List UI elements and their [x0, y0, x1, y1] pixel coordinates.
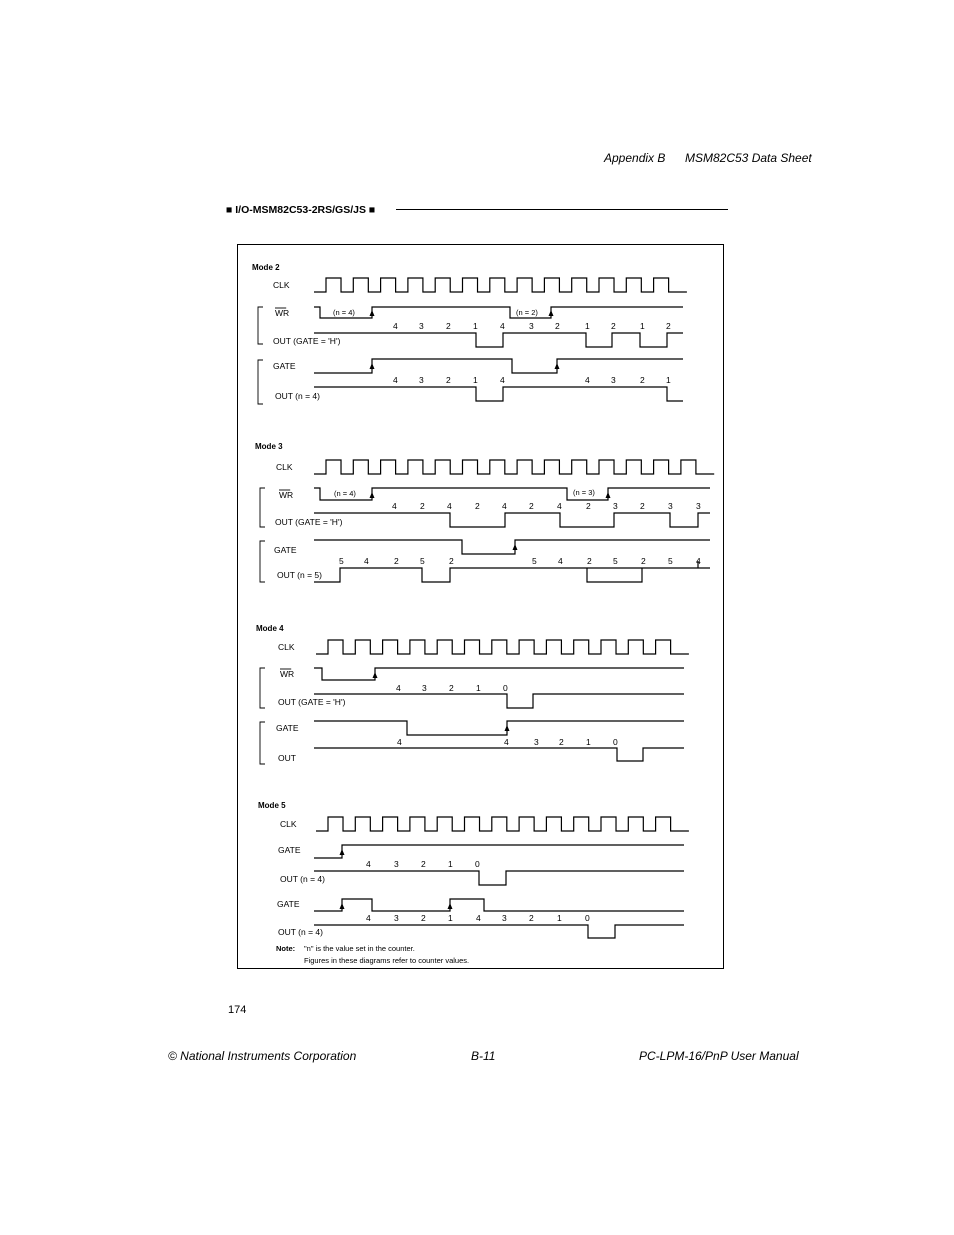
mode-3-count-a: 2	[586, 501, 591, 511]
mode-3-count-b: 5	[532, 556, 537, 566]
mode-3-out-wave	[314, 513, 710, 527]
note-line-1: "n" is the value set in the counter.	[304, 944, 415, 953]
mode-5-count-a: 4	[366, 859, 371, 869]
mode-3-count-b: 5	[339, 556, 344, 566]
mode-4-out-label: OUT (GATE = 'H')	[278, 697, 346, 707]
mode-3-gate-label: GATE	[274, 545, 297, 555]
mode-2-count-b: 4	[500, 375, 505, 385]
mode-2-count-b: 4	[393, 375, 398, 385]
mode-3-count-a: 4	[392, 501, 397, 511]
mode-4-count-a: 0	[503, 683, 508, 693]
mode-4-title: Mode 4	[256, 624, 284, 633]
mode-4-out2-label: OUT	[278, 753, 296, 763]
mode-2-count-b: 3	[419, 375, 424, 385]
mode-4-count-b: 3	[534, 737, 539, 747]
mode-2-wr-arrow-1	[370, 310, 375, 316]
mode-3-count-b: 5	[613, 556, 618, 566]
mode-3-count-a: 2	[640, 501, 645, 511]
mode-2-count-a: 2	[555, 321, 560, 331]
mode-3-wr-wave	[314, 488, 710, 500]
mode-3-out2-label: OUT (n = 5)	[277, 570, 322, 580]
mode-2-count-a: 2	[611, 321, 616, 331]
mode-2-out2-wave	[314, 387, 683, 401]
mode-3-out2-wave	[314, 568, 710, 582]
mode-4-gate-wave	[314, 721, 684, 735]
mode-3-annot-1: (n = 4)	[334, 489, 356, 498]
mode-5-clk-wave	[316, 817, 689, 831]
mode-5-gate2-wave	[314, 899, 684, 911]
mode-3-count-b: 2	[587, 556, 592, 566]
mode-3-count-a: 3	[696, 501, 701, 511]
mode-2-out-label: OUT (GATE = 'H')	[273, 336, 341, 346]
footer-right: PC-LPM-16/PnP User Manual	[639, 1049, 799, 1063]
mode-2-count-b: 2	[640, 375, 645, 385]
mode-2-count-a: 2	[446, 321, 451, 331]
mode-4-wr-wave	[314, 668, 684, 680]
mode-3-wr-arrow-1	[370, 492, 375, 498]
mode-3-count-a: 2	[420, 501, 425, 511]
mode-4-out2-wave	[314, 748, 684, 761]
mode-3-clk-wave	[314, 460, 714, 474]
mode-4-clk-label: CLK	[278, 642, 295, 652]
mode-2-out-wave	[314, 333, 683, 347]
mode-3-count-a: 4	[557, 501, 562, 511]
mode-5-count-b: 4	[476, 913, 481, 923]
mode-2-count-a: 4	[393, 321, 398, 331]
mode-2-count-a: 1	[473, 321, 478, 331]
mode-2-count-b: 2	[446, 375, 451, 385]
page-number: 174	[228, 1004, 247, 1016]
mode-5-gate2-label: GATE	[277, 899, 300, 909]
mode-3-bracket-a	[260, 488, 265, 527]
mode-2-out2-label: OUT (n = 4)	[275, 391, 320, 401]
header-title: MSM82C53 Data Sheet	[685, 151, 812, 165]
mode-3-count-a: 2	[529, 501, 534, 511]
mode-5-count-b: 0	[585, 913, 590, 923]
mode-3-count-a: 2	[475, 501, 480, 511]
mode-2-gate-arrow-2	[555, 363, 560, 369]
mode-3-wr-arrow-2	[606, 492, 611, 498]
mode-5-gate-wave	[314, 845, 684, 858]
mode-4-count-a: 1	[476, 683, 481, 693]
mode-5-count-a: 1	[448, 859, 453, 869]
note-label: Note:	[276, 944, 296, 953]
mode-3-count-b: 4	[696, 556, 701, 566]
mode-3-count-b: 5	[668, 556, 673, 566]
mode-5-count-b: 2	[529, 913, 534, 923]
mode-2-annot-1: (n = 4)	[333, 308, 355, 317]
mode-4-wr-label: WR	[280, 669, 295, 679]
mode-2-count-b: 1	[473, 375, 478, 385]
mode-5-count-b: 1	[448, 913, 453, 923]
mode-4-count-b: 2	[559, 737, 564, 747]
mode-5-count-b: 3	[394, 913, 399, 923]
mode-5-out2-label: OUT (n = 4)	[278, 927, 323, 937]
mode-2-count-a: 1	[585, 321, 590, 331]
mode-5-count-a: 3	[394, 859, 399, 869]
mode-3-count-a: 3	[668, 501, 673, 511]
mode-3-count-b: 2	[394, 556, 399, 566]
mode-5-gate2-arrow-2	[448, 903, 453, 909]
mode-4-gate-label: GATE	[276, 723, 299, 733]
mode-5-title: Mode 5	[258, 801, 286, 810]
mode-3-count-b: 2	[449, 556, 454, 566]
mode-2-wr-arrow-2	[549, 310, 554, 316]
mode-5-gate2-arrow-1	[340, 903, 345, 909]
mode-5-count-b: 2	[421, 913, 426, 923]
note-line-2: Figures in these diagrams refer to counter values.	[304, 956, 470, 965]
mode-2-annot-2: (n = 2)	[516, 308, 538, 317]
mode-2-wr-label: WR	[275, 308, 290, 318]
mode-3-count-b: 5	[420, 556, 425, 566]
mode-5-count-a: 2	[421, 859, 426, 869]
mode-4-clk-wave	[316, 640, 689, 654]
mode-5-gate-label: GATE	[278, 845, 301, 855]
mode-2-count-a: 1	[640, 321, 645, 331]
mode-4-bracket-b	[260, 722, 265, 764]
mode-4-out-wave	[314, 694, 684, 708]
mode-3-title: Mode 3	[255, 442, 283, 451]
mode-2-bracket-a	[258, 307, 263, 344]
mode-3-gate-arrow	[513, 544, 518, 550]
mode-2-count-a: 4	[500, 321, 505, 331]
mode-3-bracket-b	[260, 541, 265, 582]
mode-3-clk-label: CLK	[276, 462, 293, 472]
mode-4-count-b: 0	[613, 737, 618, 747]
mode-4-count-a: 4	[396, 683, 401, 693]
footer-left: © National Instruments Corporation	[168, 1049, 357, 1063]
mode-2-count-b: 1	[666, 375, 671, 385]
mode-3-count-a: 4	[502, 501, 507, 511]
mode-3-count-a: 4	[447, 501, 452, 511]
mode-4-count-a: 2	[449, 683, 454, 693]
mode-2-bracket-b	[258, 360, 263, 404]
mode-3-count-b: 4	[558, 556, 563, 566]
mode-2-clk-wave	[314, 278, 687, 292]
mode-2-title: Mode 2	[252, 263, 280, 272]
mode-5-out2-wave	[314, 925, 684, 938]
header-section: Appendix B	[604, 151, 666, 165]
mode-5-gate-arrow	[340, 849, 345, 855]
mode-2-count-a: 2	[666, 321, 671, 331]
mode-5-out-label: OUT (n = 4)	[280, 874, 325, 884]
mode-5-count-b: 4	[366, 913, 371, 923]
mode-3-annot-2: (n = 3)	[573, 488, 595, 497]
mode-2-count-a: 3	[529, 321, 534, 331]
mode-5-out-wave	[314, 871, 684, 885]
mode-5-count-b: 3	[502, 913, 507, 923]
mode-3-count-b: 2	[641, 556, 646, 566]
mode-4-count-b: 4	[504, 737, 509, 747]
mode-2-count-a: 3	[419, 321, 424, 331]
mode-3-out2-pulse	[587, 568, 642, 582]
mode-3-count-a: 3	[613, 501, 618, 511]
mode-4-bracket-a	[260, 668, 265, 708]
mode-4-count-b: 1	[586, 737, 591, 747]
mode-4-count-a: 3	[422, 683, 427, 693]
mode-2-gate-label: GATE	[273, 361, 296, 371]
mode-4-count-b: 4	[397, 737, 402, 747]
mode-2-count-b: 4	[585, 375, 590, 385]
mode-5-count-a: 0	[475, 859, 480, 869]
mode-3-out-label: OUT (GATE = 'H')	[275, 517, 343, 527]
mode-3-count-b: 4	[364, 556, 369, 566]
mode-4-wr-arrow	[373, 672, 378, 678]
mode-5-count-b: 1	[557, 913, 562, 923]
mode-2-gate-arrow-1	[370, 363, 375, 369]
mode-2-wr-wave	[314, 307, 683, 318]
mode-2-count-b: 3	[611, 375, 616, 385]
footer-center: B-11	[471, 1049, 496, 1063]
mode-3-gate-wave	[314, 540, 710, 554]
mode-4-gate-arrow	[505, 725, 510, 731]
mode-3-wr-label: WR	[279, 490, 294, 500]
mode-5-clk-label: CLK	[280, 819, 297, 829]
part-title: ■ I/O-MSM82C53-2RS/GS/JS ■	[226, 204, 376, 216]
mode-2-gate-wave	[314, 359, 683, 373]
mode-2-clk-label: CLK	[273, 280, 290, 290]
